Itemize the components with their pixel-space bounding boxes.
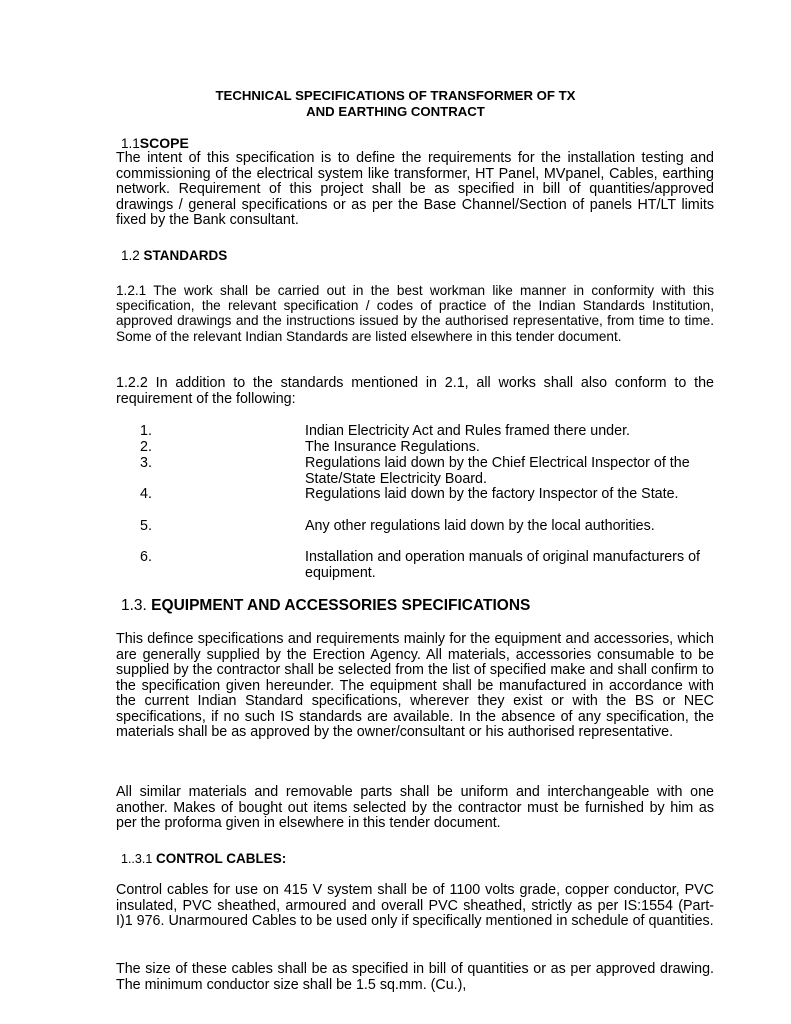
list-item-text: Regulations laid down by the factory Inspector of the State. bbox=[305, 486, 679, 502]
list-item-number: 3. bbox=[140, 455, 152, 471]
standards-paragraph-1: 1.2.1 The work shall be carried out in the best workman like manner in conformity with this specification, the relevant specification / codes of practice of the Indian Standards Institution, approved drawings and the instructions issued by the authorised representative, from time to time. Some of the relevant Indian Standards are listed elsewhere in this tender document. bbox=[116, 283, 714, 344]
list-item-text: Regulations laid down by the Chief Electrical Inspector of the State/State Electricity Board. bbox=[305, 455, 690, 487]
standards-title: STANDARDS bbox=[143, 248, 228, 263]
list-item-number: 2. bbox=[140, 439, 152, 455]
standards-number: 1.2 bbox=[121, 248, 140, 263]
control-cables-paragraph-2: The size of these cables shall be as specified in bill of quantities or as per approved drawing. The minimum conductor size shall be 1.5 sq.mm. (Cu.), bbox=[116, 961, 714, 993]
document-title-line-2: AND EARTHING CONTRACT bbox=[306, 104, 485, 119]
list-item-text: Installation and operation manuals of original manufacturers of equipment. bbox=[305, 549, 700, 581]
equipment-heading bbox=[121, 597, 530, 615]
equipment-paragraph-2: All similar materials and removable parts shall be uniform and interchangeable with one another. Makes of bought out items selected by the contractor must be furnished by him as per the proforma given in elsewhere in this tender document. bbox=[116, 784, 714, 831]
standards-heading bbox=[121, 248, 227, 264]
list-item-text: The Insurance Regulations. bbox=[305, 439, 480, 455]
equipment-number: 1.3. bbox=[121, 597, 147, 614]
equipment-paragraph-1: This defince specifications and requirements mainly for the equipment and accessories, which are generally supplied by the Erection Agency. All materials, accessories consumable to be supplied by the contractor shall be selected from the list of specified make and shall confirm to the specification given hereunder. The equipment shall be manufactured in accordance with the current Indian Standard specifications, wherever they exist or with the BS or NEC specifications, if no such IS standards are available. In the absence of any specification, the materials shall be as approved by the owner/consultant or his authorised representative. bbox=[116, 631, 714, 740]
control-cables-number: 1..3.1 bbox=[121, 852, 153, 866]
list-item-text: Any other regulations laid down by the local authorities. bbox=[305, 518, 655, 534]
control-cables-heading bbox=[121, 851, 286, 867]
list-item-text: Indian Electricity Act and Rules framed there under. bbox=[305, 423, 631, 439]
scope-number: 1.1 bbox=[121, 136, 140, 151]
control-cables-title: CONTROL CABLES: bbox=[156, 851, 287, 866]
list-item-number: 5. bbox=[140, 518, 152, 534]
list-item-number: 6. bbox=[140, 549, 152, 565]
list-item-number: 1. bbox=[140, 423, 152, 439]
list-item-number: 4. bbox=[140, 486, 152, 502]
standards-paragraph-2: 1.2.2 In addition to the standards mentioned in 2.1, all works shall also conform to the requirement of the following: bbox=[116, 375, 714, 407]
equipment-title: EQUIPMENT AND ACCESSORIES SPECIFICATIONS bbox=[151, 597, 531, 614]
scope-paragraph: The intent of this specification is to define the requirements for the installation testing and commissioning of the electrical system like transformer, HT Panel, MVpanel, Cables, earthing network. Requirement of this project shall be as specified in bill of quantities/approved drawings / general specifications or as per the Base Channel/Section of panels HT/LT limits fixed by the Bank consultant. bbox=[116, 150, 714, 228]
control-cables-paragraph-1: Control cables for use on 415 V system shall be of 1100 volts grade, copper conductor, PVC insulated, PVC sheathed, armoured and overall PVC sheathed, strictly as per IS:1554 (Part-I)1 976. Unarmoured Cables to be used only if specifically mentioned in schedule of quantities. bbox=[116, 882, 714, 929]
document-title-line-1: TECHNICAL SPECIFICATIONS OF TRANSFORMER OF TX bbox=[215, 88, 576, 103]
scope-title: SCOPE bbox=[139, 135, 189, 151]
